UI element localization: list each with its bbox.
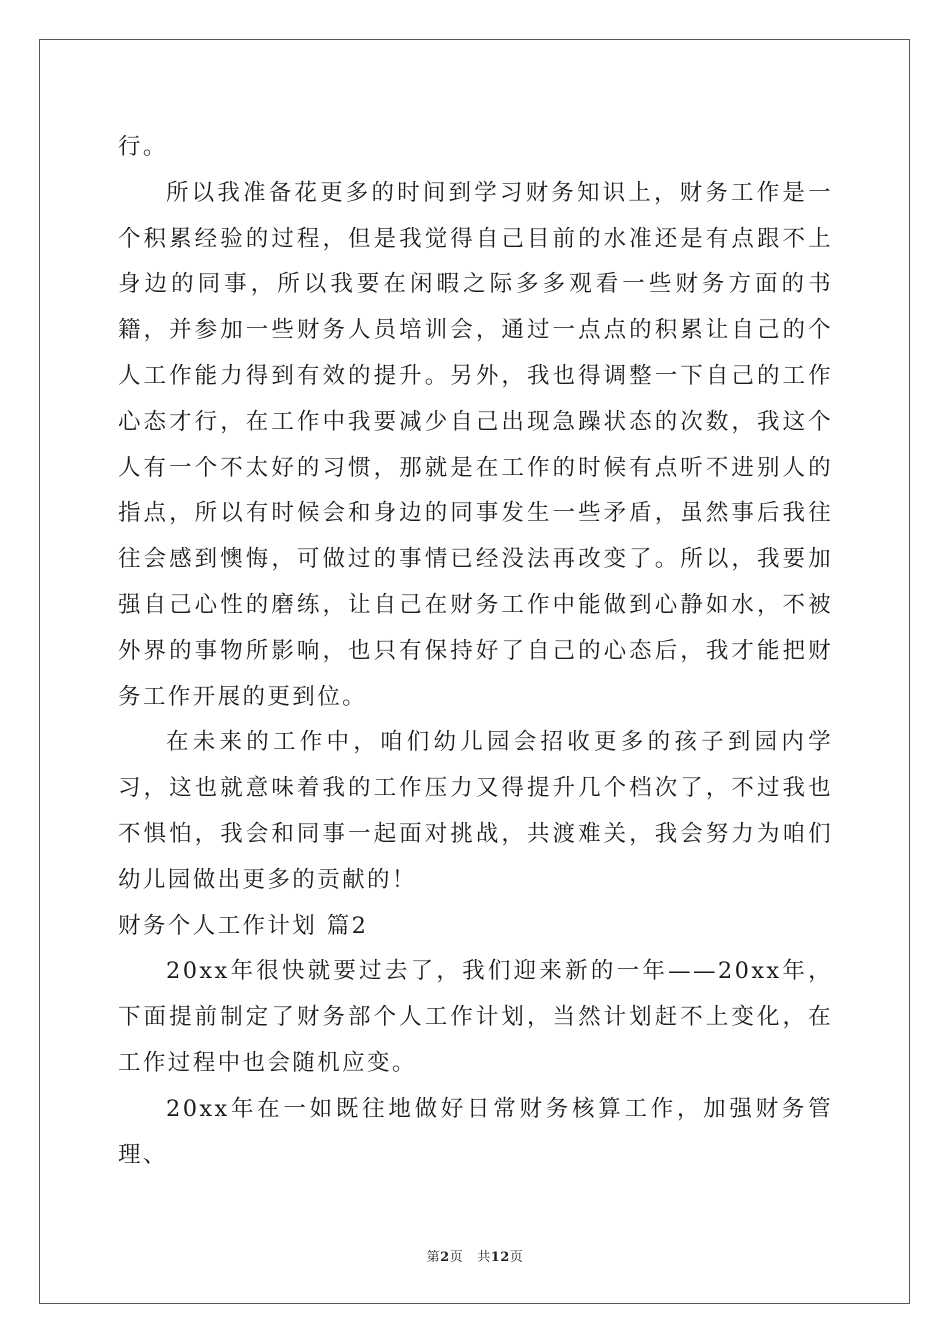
total-prefix: 共 — [477, 1250, 491, 1265]
document-body — [118, 125, 833, 1178]
section-heading: 财务个人工作计划 篇2 — [118, 912, 369, 939]
page-number: 2 — [440, 1250, 450, 1265]
paragraph: 在未来的工作中，咱们幼儿园会招收更多的孩子到园内学习，这也就意味着我的工作压力又得提升几个档次了，不过我也不惧怕，我会和同事一起面对挑战，共渡难关，我会努力为咱们幼儿园做出更多的贡献的！ — [118, 729, 833, 893]
paragraph: 20xx年很快就要过去了，我们迎来新的一年——20xx年，下面提前制定了财务部个人工作计划，当然计划赶不上变化，在工作过程中也会随机应变。 — [118, 958, 833, 1076]
page-prefix: 第 — [426, 1250, 441, 1265]
total-pages: 12 — [490, 1250, 510, 1265]
page-footer — [0, 1246, 950, 1265]
paragraph: 所以我准备花更多的时间到学习财务知识上，财务工作是一个积累经验的过程，但是我觉得自己目前的水准还是有点跟不上身边的同事，所以我要在闲暇之际多多观看一些财务方面的书籍，并参加一些财务人员培训会，通过一点点的积累让自己的个人工作能力得到有效的提升。另外，我也得调整一下自己的工作心态才行，在工作中我要减少自己出现急躁状态的次数，我这个人有一个不太好的习惯，那就是在工作的时候有点听不进别人的指点，所以有时候会和身边的同事发生一些矛盾，虽然事后我往往会感到懊悔，可做过的事情已经没法再改变了。所以，我要加强自己心性的磨练，让自己在财务工作中能做到心静如水，不被外界的事物所影响，也只有保持好了自己的心态后，我才能把财务工作开展的更到位。 — [118, 179, 833, 710]
page-suffix: 页 — [449, 1250, 464, 1265]
total-suffix: 页 — [509, 1250, 524, 1265]
paragraph: 20xx年在一如既往地做好日常财务核算工作，加强财务管理、 — [118, 1095, 833, 1168]
paragraph-continuation: 行。 — [118, 134, 168, 160]
